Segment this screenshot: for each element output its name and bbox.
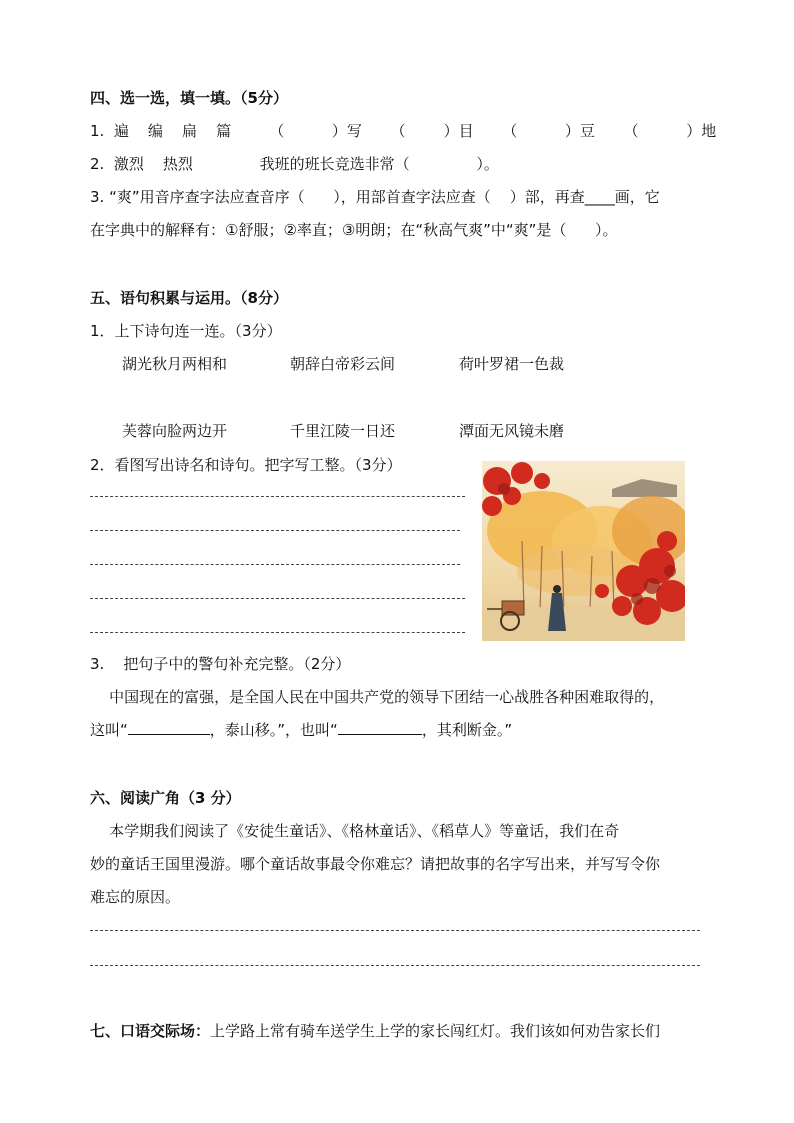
section-4-title: 四、选一选，填一填。（5分）: [90, 89, 288, 107]
section-5-q3-line1: 中国现在的富强，是全国人民在中国共产党的领导下团结一心战胜各种困难取得的，: [90, 688, 665, 706]
answer-line[interactable]: [90, 530, 460, 531]
section-5-title: 五、语句积累与运用。（8分）: [90, 289, 288, 307]
blank-2[interactable]: [338, 720, 422, 735]
poem-top-1[interactable]: 湖光秋月两相和: [122, 355, 228, 373]
section-5-q3-line2: [90, 720, 512, 740]
section-7-text: 上学路上常有骑车送学生上学的家长闯红灯。我们该如何劝告家长们: [210, 1022, 661, 1040]
answer-line[interactable]: [90, 496, 465, 497]
section-6-line3: 难忘的原因。: [90, 888, 181, 906]
section-4-q3-line1: 3. “爽”用音序查字法应查音序（ ），用部首查字法应查（ ）部，再查____画，它: [90, 188, 660, 206]
section-5-q3-label: 3. 把句子中的警句补充完整。（2分）: [90, 655, 351, 673]
poem-top-2[interactable]: 朝辞白帝彩云间: [290, 355, 396, 373]
q3-text-b: ，泰山移。”，也叫“: [209, 721, 338, 739]
section-4-q3-line2: 在字典中的解释有：①舒服；②率直；③明朗；在“秋高气爽”中“爽”是（ ）。: [90, 221, 618, 239]
answer-line[interactable]: [90, 632, 465, 633]
answer-line[interactable]: [90, 564, 460, 565]
section-6-title: 六、阅读广角（3 分）: [90, 789, 241, 807]
section-6-line2: 妙的童话王国里漫游。哪个童话故事最令你难忘？请把故事的名字写出来，并写写令你: [90, 855, 661, 873]
poem-bottom-1[interactable]: 芙蓉向脸两边开: [122, 422, 228, 440]
q3-text-a: 这叫“: [90, 721, 128, 739]
section-6-line1: 本学期我们阅读了《安徒生童话》、《格林童话》、《稻草人》等童话，我们在奇: [90, 822, 620, 840]
answer-line[interactable]: [90, 965, 700, 966]
section-4-q2: 2. 激烈 热烈 我班的班长竞选非常（ ）。: [90, 155, 499, 173]
q3-text-c: ，其利断金。”: [421, 721, 513, 739]
answer-line[interactable]: [90, 930, 700, 931]
section-7-line: [90, 1021, 660, 1041]
section-7-title: 七、口语交际场：: [90, 1022, 211, 1040]
autumn-maple-illustration: [482, 461, 685, 641]
poem-bottom-2[interactable]: 千里江陵一日还: [290, 422, 396, 440]
answer-line[interactable]: [90, 598, 465, 599]
poem-bottom-3[interactable]: 潭面无风镜未磨: [459, 422, 565, 440]
poem-top-3[interactable]: 荷叶罗裙一色裁: [459, 355, 565, 373]
section-5-q1-label: 1．上下诗句连一连。（3分）: [90, 322, 282, 340]
blank-1[interactable]: [128, 720, 210, 735]
section-5-q2-label: 2．看图写出诗名和诗句。把字写工整。（3分）: [90, 456, 402, 474]
section-4-q1: 1. 遍 编 扁 篇 （ ）写 （ ）目 （ ）豆 （ ）地: [90, 122, 717, 140]
